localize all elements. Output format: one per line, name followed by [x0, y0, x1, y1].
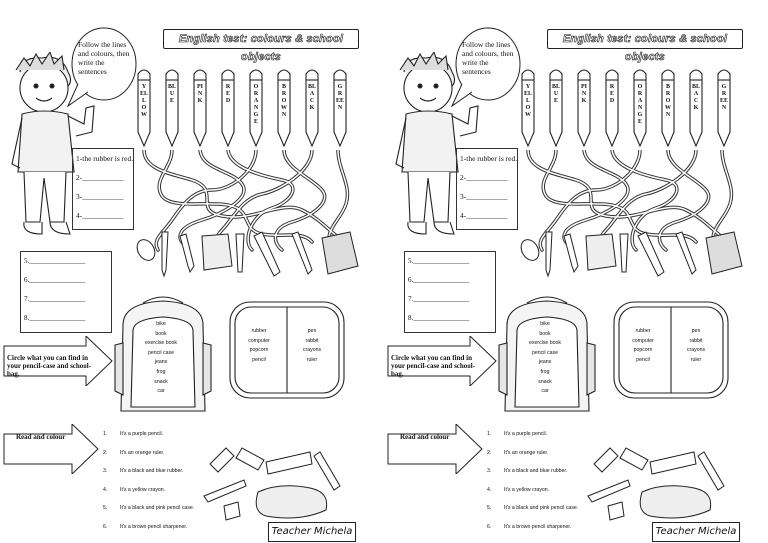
read-item-text: It's an orange ruler. — [504, 449, 549, 456]
bag-word[interactable]: bike — [540, 321, 550, 327]
bag-word[interactable]: frog — [156, 368, 166, 375]
crayon-label-brown: BROWN — [665, 84, 671, 118]
crayon-red — [606, 70, 618, 146]
bag-word[interactable]: car — [541, 388, 549, 395]
sentence-line-2[interactable]: 2-___________ — [460, 173, 508, 182]
read-item-text: It's a purple pencil. — [504, 431, 548, 437]
read-item-text: It's a black and pink pencil case. — [120, 505, 195, 511]
crayon-red — [222, 70, 234, 146]
bag-word[interactable]: snack — [154, 378, 168, 385]
crayon-label-black: BLACK — [692, 84, 701, 111]
teacher-signature: Teacher Michela — [652, 522, 740, 542]
circle-instruction: Circle what you can find in your pencil-case and school-bag. — [7, 354, 92, 378]
worksheet-title: English test: colours & school objects — [547, 29, 743, 49]
read-item-text: It's a purple pencil. — [120, 431, 164, 437]
case-word[interactable]: pen — [691, 328, 701, 334]
sentence-line-8[interactable]: 8.________________ — [24, 314, 86, 322]
read-item-text: It's an orange ruler. — [120, 449, 165, 456]
crayon-pink — [194, 70, 206, 146]
read-item-text: It's a black and blue rubber. — [504, 468, 568, 474]
case-word[interactable]: pencil — [636, 356, 650, 363]
bag-word[interactable]: book — [539, 330, 551, 337]
read-item-number: 1. — [103, 431, 108, 437]
worksheet-page-right — [384, 0, 768, 543]
crayon-label-pink: PINK — [581, 84, 587, 104]
sentences-box-top — [72, 148, 134, 230]
read-item-number: 5. — [103, 505, 108, 511]
read-instruction: Read and colour — [16, 433, 66, 441]
bag-word-list — [135, 320, 187, 397]
read-instruction: Read and colour — [400, 433, 450, 441]
sentence-line-5[interactable]: 5.________________ — [408, 257, 470, 265]
case-word[interactable]: rubber — [635, 328, 651, 334]
read-item-text: It's a brown pencil sharpener. — [120, 523, 188, 530]
case-words-left — [238, 327, 280, 365]
circle-instruction: Circle what you can find in your pencil-case and school-bag. — [391, 354, 476, 378]
case-word[interactable]: rabbit — [305, 337, 319, 344]
read-item-text: It's a yellow crayon. — [120, 486, 166, 493]
bag-word[interactable]: exercise book — [528, 340, 561, 347]
sentence-line-7[interactable]: 7.________________ — [408, 295, 470, 303]
case-word[interactable]: pencil — [252, 356, 266, 363]
crayon-blue — [550, 70, 562, 146]
bag-word[interactable]: car — [157, 388, 165, 395]
case-word[interactable]: computer — [248, 337, 270, 344]
sentence-line-3[interactable]: 3-___________ — [460, 192, 508, 201]
read-item-number: 5. — [487, 505, 492, 511]
sentence-line-3[interactable]: 3-___________ — [76, 192, 124, 201]
read-item-number: 1. — [487, 431, 492, 437]
sentence-line-6[interactable]: 6.________________ — [408, 276, 470, 284]
case-word[interactable]: computer — [632, 337, 654, 344]
crayon-label-green: GREEN — [720, 84, 729, 111]
bag-word-list — [519, 320, 571, 397]
sentences-box-bottom — [20, 251, 112, 333]
crayon-label-brown: BROWN — [281, 84, 287, 118]
crayon-label-blue: BLUE — [552, 84, 561, 104]
read-item-number: 4. — [103, 486, 108, 493]
sentence-line-1[interactable]: 1-the rubber is red. — [460, 154, 518, 163]
sentence-line-5[interactable]: 5.________________ — [24, 257, 86, 265]
case-word[interactable]: rubber — [251, 328, 267, 334]
case-word[interactable]: crayons — [302, 347, 322, 354]
sentence-line-4[interactable]: 4-___________ — [460, 211, 508, 220]
crayon-label-blue: BLUE — [168, 84, 177, 104]
case-word[interactable]: popcorn — [633, 347, 653, 354]
case-words-right — [292, 327, 332, 365]
read-item-number: 3. — [103, 468, 108, 474]
crayon-blue — [166, 70, 178, 146]
bag-word[interactable]: snack — [538, 378, 552, 385]
read-item-number: 3. — [487, 468, 492, 474]
arrow-read-instruction — [386, 424, 498, 474]
sentence-line-8[interactable]: 8.________________ — [408, 314, 470, 322]
case-word[interactable]: crayons — [686, 347, 706, 354]
crayon-label-yellow: YELLOW — [524, 84, 533, 118]
case-word[interactable]: ruler — [306, 356, 318, 363]
crayon-label-pink: PINK — [197, 84, 203, 104]
read-item-text: It's a yellow crayon. — [504, 486, 550, 493]
school-objects-row — [132, 222, 364, 280]
worksheet-title: English test: colours & school objects — [163, 29, 359, 49]
crayon-label-yellow: YELLOW — [140, 84, 149, 118]
bag-word[interactable]: exercise book — [144, 340, 177, 347]
crayon-label-orange: ORANGE — [253, 84, 259, 125]
read-item-text: It's a black and blue rubber. — [120, 468, 184, 474]
case-word[interactable]: ruler — [690, 356, 702, 363]
bag-word[interactable]: book — [155, 330, 167, 337]
sentence-line-2[interactable]: 2-___________ — [76, 173, 124, 182]
crayon-label-red: RED — [225, 84, 231, 104]
sentence-line-7[interactable]: 7.________________ — [24, 295, 86, 303]
read-item-number: 2. — [487, 449, 492, 456]
crayon-label-black: BLACK — [308, 84, 317, 111]
case-words-left — [622, 327, 664, 365]
crayon-pink — [578, 70, 590, 146]
read-item-text: It's a brown pencil sharpener. — [504, 523, 572, 530]
read-item-number: 2. — [103, 449, 108, 456]
school-objects-row — [516, 222, 748, 280]
case-word[interactable]: rabbit — [689, 337, 703, 344]
read-item-number: 6. — [487, 523, 492, 530]
crayon-label-orange: ORANGE — [637, 84, 643, 125]
bubble-instruction: Follow the lines and colours, then write the sentences — [78, 40, 130, 76]
sentence-line-1[interactable]: 1-the rubber is red. — [76, 154, 134, 163]
read-item-number: 4. — [487, 486, 492, 493]
bag-word[interactable]: bike — [156, 321, 166, 327]
bag-word[interactable]: jeans — [154, 359, 168, 366]
arrow-read-instruction — [2, 424, 114, 474]
sentences-box-bottom — [404, 251, 496, 333]
bag-word[interactable]: jeans — [538, 359, 552, 366]
bag-word[interactable]: pencil case — [532, 349, 558, 356]
supplies-illustration — [200, 440, 350, 528]
teacher-signature: Teacher Michela — [268, 522, 356, 542]
sentence-line-4[interactable]: 4-___________ — [76, 211, 124, 220]
crayon-label-green: GREEN — [336, 84, 345, 111]
crayon-label-red: RED — [609, 84, 615, 104]
bag-word[interactable]: frog — [540, 368, 550, 375]
bag-word[interactable]: pencil case — [148, 349, 174, 356]
sentences-box-top — [456, 148, 518, 230]
read-item-text: It's a black and pink pencil case. — [504, 505, 579, 511]
case-words-right — [676, 327, 716, 365]
sentence-line-6[interactable]: 6.________________ — [24, 276, 86, 284]
bubble-instruction: Follow the lines and colours, then write the sentences — [462, 40, 514, 76]
supplies-illustration — [584, 440, 734, 528]
case-word[interactable]: pen — [307, 328, 317, 334]
read-item-number: 6. — [103, 523, 108, 530]
case-word[interactable]: popcorn — [249, 347, 269, 354]
